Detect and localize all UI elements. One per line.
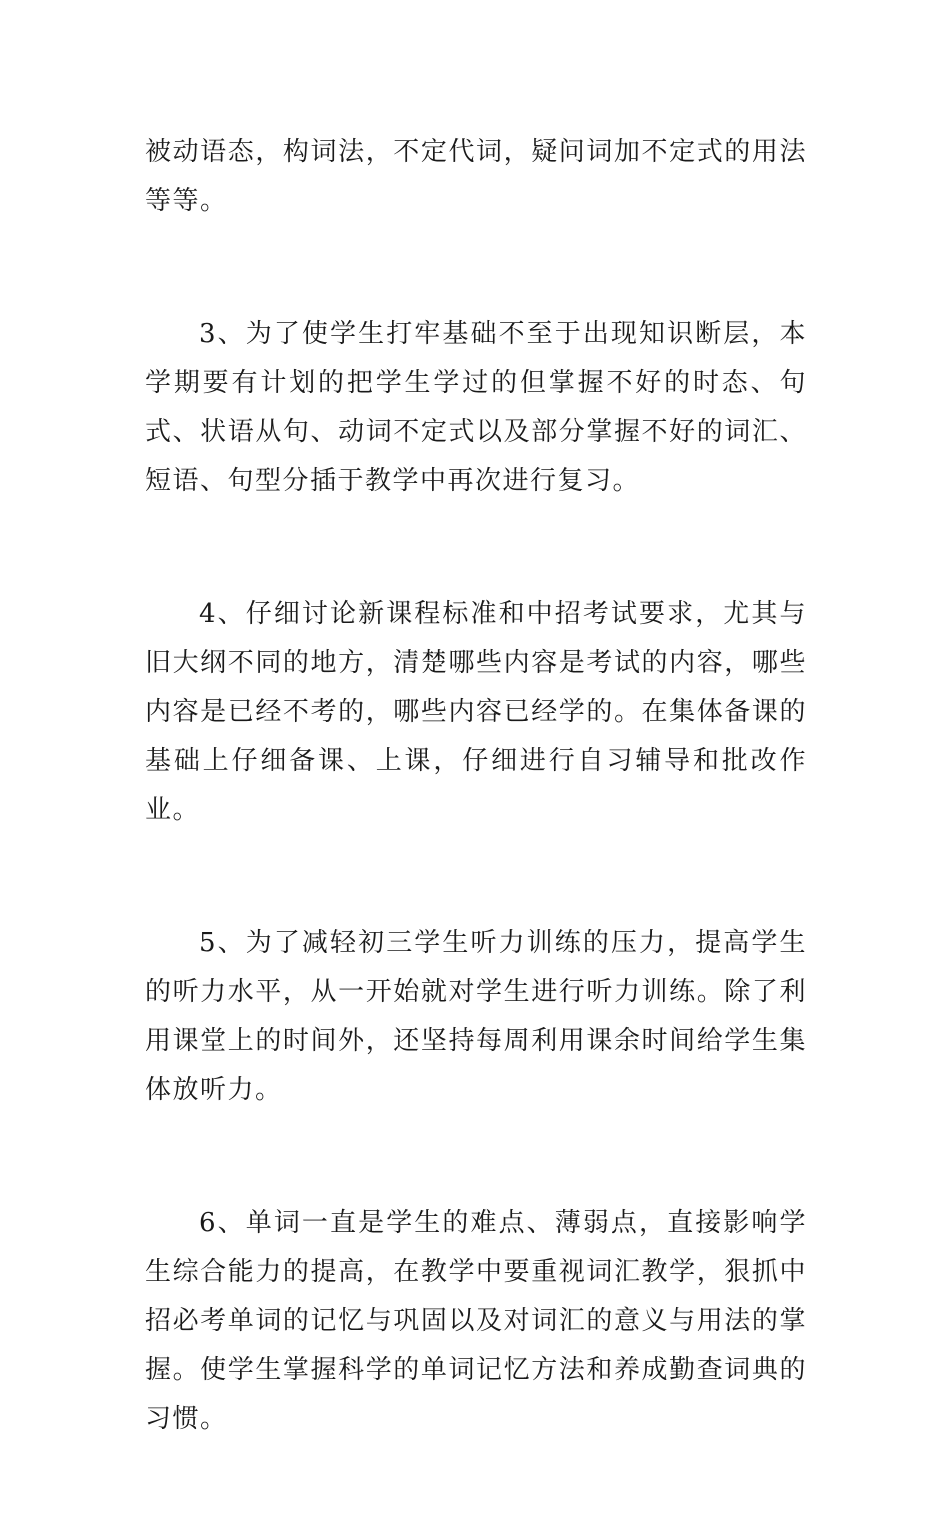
paragraph-item-3: 3、为了使学生打牢基础不至于出现知识断层，本学期要有计划的把学生学过的但掌握不好的时态、句式、状语从句、动词不定式以及部分掌握不好的词汇、短语、句型分插于教学中再次进行复习。 [145, 319, 807, 496]
paragraph-continuation: 被动语态，构词法，不定代词，疑问词加不定式的用法等等。 [145, 137, 807, 216]
paragraph-item-5: 5、为了减轻初三学生听力训练的压力，提高学生的听力水平，从一开始就对学生进行听力训练。除了利用课堂上的时间外，还坚持每周利用课余时间给学生集体放听力。 [145, 928, 807, 1105]
document-body [145, 128, 807, 1528]
paragraph-item-6: 6、单词一直是学生的难点、薄弱点，直接影响学生综合能力的提高，在教学中要重视词汇教学，狠抓中招必考单词的记忆与巩固以及对词汇的意义与用法的掌握。使学生掌握科学的单词记忆方法和养成勤查词典的习惯。 [145, 1208, 807, 1434]
paragraph-item-4: 4、仔细讨论新课程标准和中招考试要求，尤其与旧大纲不同的地方，清楚哪些内容是考试的内容，哪些内容是已经不考的，哪些内容已经学的。在集体备课的基础上仔细备课、上课，仔细进行自习辅导和批改作业。 [145, 599, 807, 825]
